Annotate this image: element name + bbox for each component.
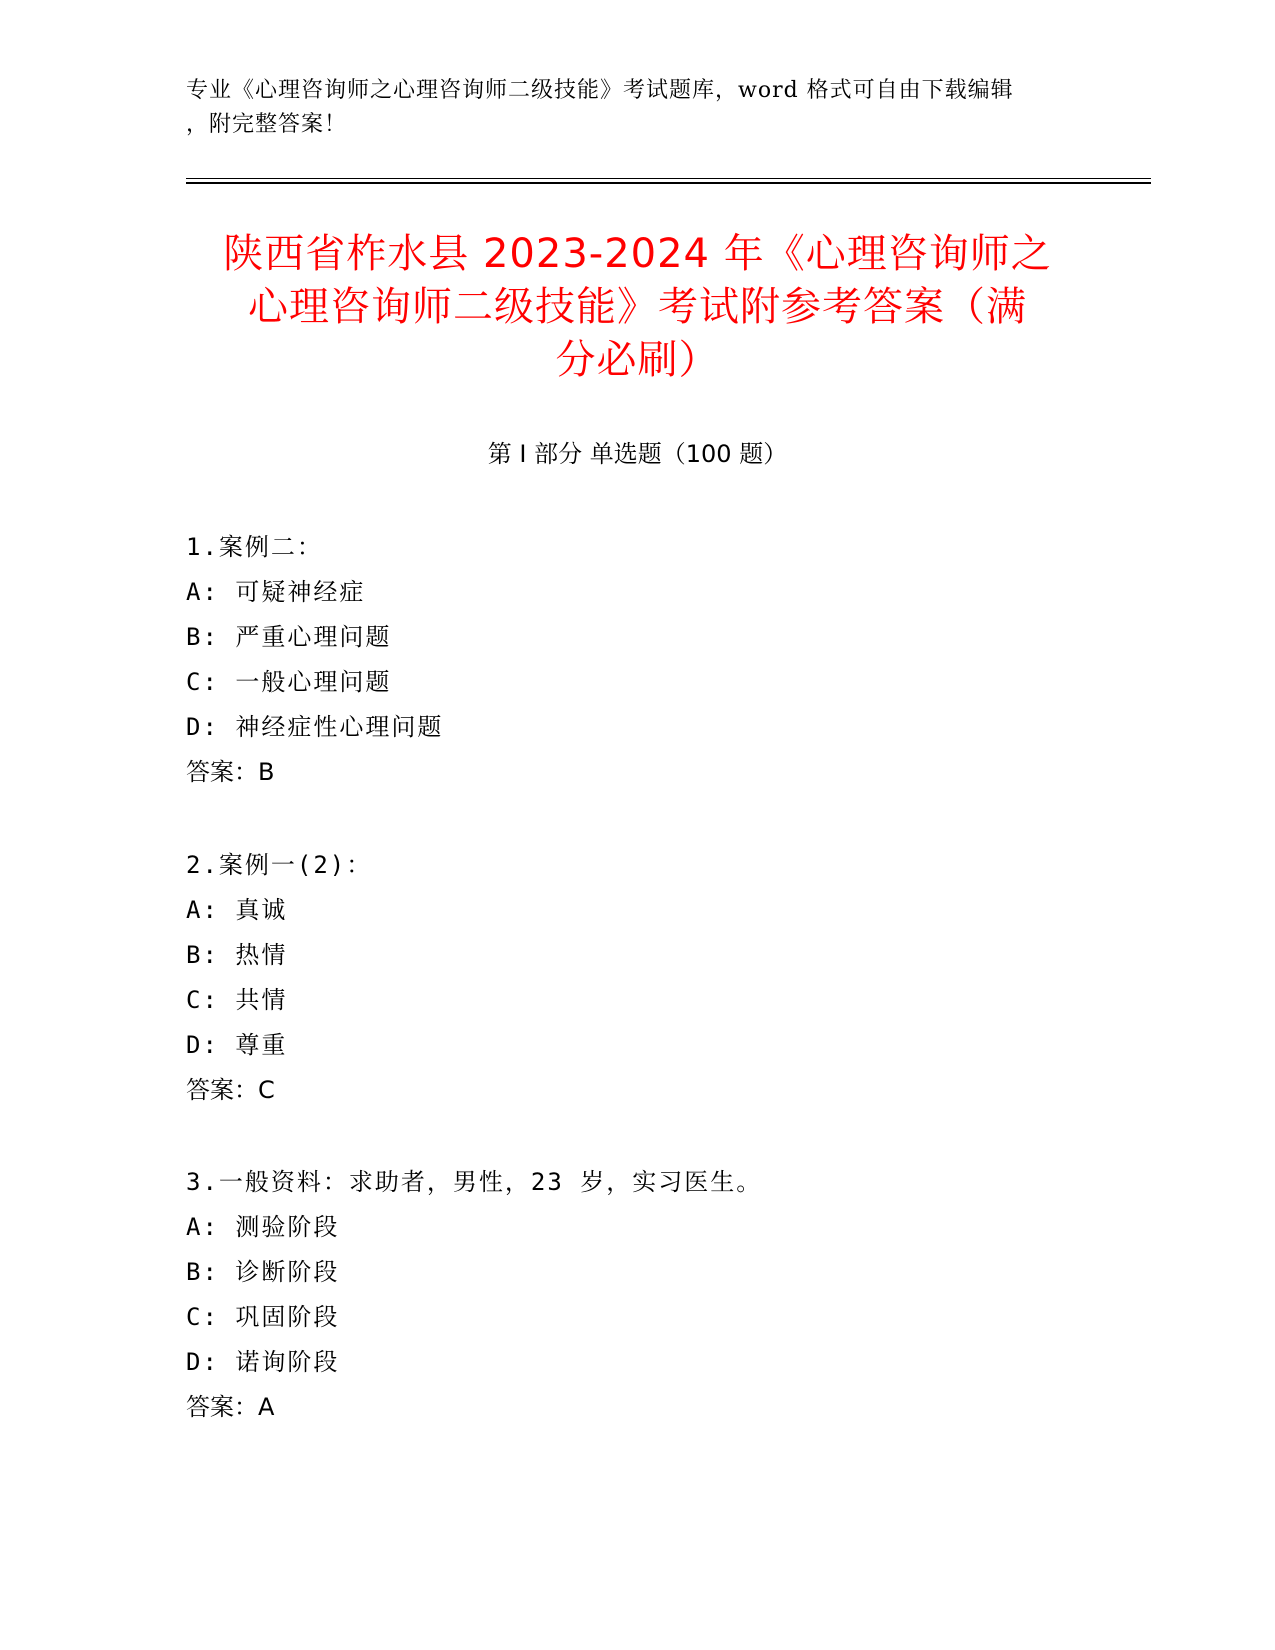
option-d: D: 尊重 bbox=[186, 1031, 288, 1059]
answer: 答案：C bbox=[186, 1076, 275, 1104]
option-d: D: 诺询阶段 bbox=[186, 1348, 340, 1376]
question-2 bbox=[186, 843, 1086, 1113]
option-a: A: 真诚 bbox=[186, 896, 288, 924]
document-title-line-2: 心理咨询师二级技能》考试附参考答案（满 bbox=[248, 284, 1027, 330]
question-1 bbox=[186, 525, 1086, 795]
section-title: 第 I 部分 单选题（100 题） bbox=[487, 440, 788, 468]
header-rule-thick bbox=[186, 182, 1151, 184]
option-b: B: 严重心理问题 bbox=[186, 623, 392, 651]
question-stem: 2.案例一(2)： bbox=[186, 851, 373, 879]
question-stem: 1.案例二： bbox=[186, 533, 323, 561]
header-note-line-1: 专业《心理咨询师之心理咨询师二级技能》考试题库，word 格式可自由下载编辑 bbox=[186, 78, 1014, 103]
option-b: B: 诊断阶段 bbox=[186, 1258, 340, 1286]
header-note bbox=[186, 74, 1066, 142]
option-c: C: 共情 bbox=[186, 986, 288, 1014]
document-title-line-1: 陕西省柞水县 2023-2024 年《心理咨询师之 bbox=[223, 231, 1052, 277]
header-note-line-2: ，附完整答案！ bbox=[186, 112, 348, 137]
answer: 答案：A bbox=[186, 1393, 275, 1421]
question-3 bbox=[186, 1160, 1086, 1430]
answer: 答案：B bbox=[186, 758, 275, 786]
question-stem: 3.一般资料：求助者，男性，23 岁，实习医生。 bbox=[186, 1168, 763, 1196]
option-a: A: 测验阶段 bbox=[186, 1213, 340, 1241]
option-a: A: 可疑神经症 bbox=[186, 578, 366, 606]
document-title-line-3: 分必刷） bbox=[555, 337, 720, 383]
option-c: C: 巩固阶段 bbox=[186, 1303, 340, 1331]
option-b: B: 热情 bbox=[186, 941, 288, 969]
document-title bbox=[180, 228, 1095, 387]
header-rule-thin bbox=[186, 178, 1151, 179]
option-c: C: 一般心理问题 bbox=[186, 668, 392, 696]
option-d: D: 神经症性心理问题 bbox=[186, 713, 444, 741]
